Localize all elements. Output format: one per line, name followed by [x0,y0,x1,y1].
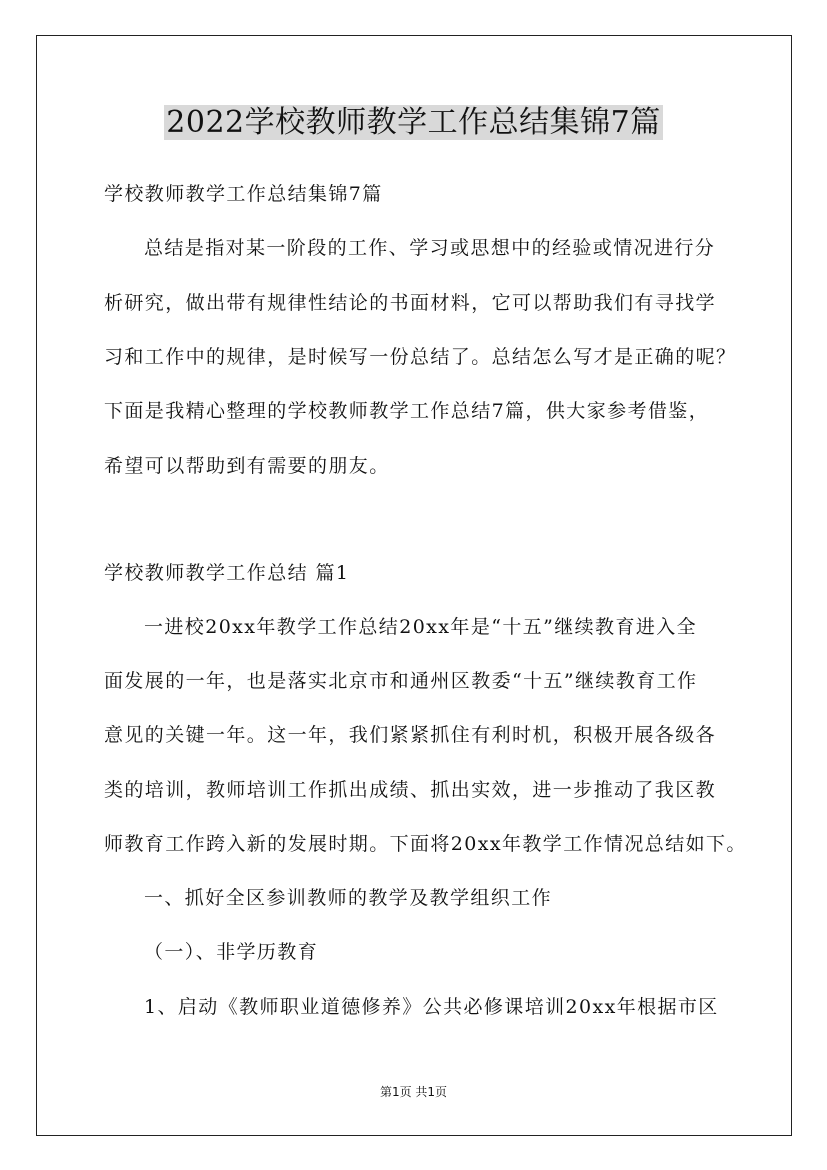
intro-line-5: 希望可以帮助到有需要的朋友。 [104,455,390,477]
intro-line-3: 习和工作中的规律，是时候写一份总结了。总结怎么写才是正确的呢？ [104,346,737,368]
intro-line-2: 析研究，做出带有规律性结论的书面材料，它可以帮助我们有寻找学 [104,292,717,314]
section-line-2: 面发展的一年，也是落实北京市和通州区教委“十五”继续教育工作 [104,670,698,692]
section-line-3: 意见的关键一年。这一年，我们紧紧抓住有利时机，积极开展各级各 [104,724,717,746]
document-title [0,102,827,144]
page-footer: 第1页 共1页 [379,1085,448,1099]
document-subtitle: 学校教师教学工作总结集锦7篇 [104,183,383,205]
document-title-text: 2022学校教师教学工作总结集锦7篇 [166,105,661,140]
intro-line-4: 下面是我精心整理的学校教师教学工作总结7篇，供大家参考借鉴， [104,400,710,422]
heading-2: （一）、非学历教育 [144,941,319,963]
section-line-4: 类的培训，教师培训工作抓出成绩、抓出实效，进一步推动了我区教 [104,779,717,801]
section-line-5: 师教育工作跨入新的发展时期。下面将20xx年教学工作情况总结如下。 [104,833,747,855]
section-line-1: 一进校20xx年教学工作总结20xx年是“十五”继续教育进入全 [144,616,698,638]
intro-line-1: 总结是指对某一阶段的工作、学习或思想中的经验或情况进行分 [144,237,716,259]
section-heading: 学校教师教学工作总结 篇1 [104,562,350,584]
heading-1: 一、抓好全区参训教师的教学及教学组织工作 [144,887,553,909]
item-1: 1、启动《教师职业道德修养》公共必修课培训20xx年根据市区 [144,996,719,1018]
